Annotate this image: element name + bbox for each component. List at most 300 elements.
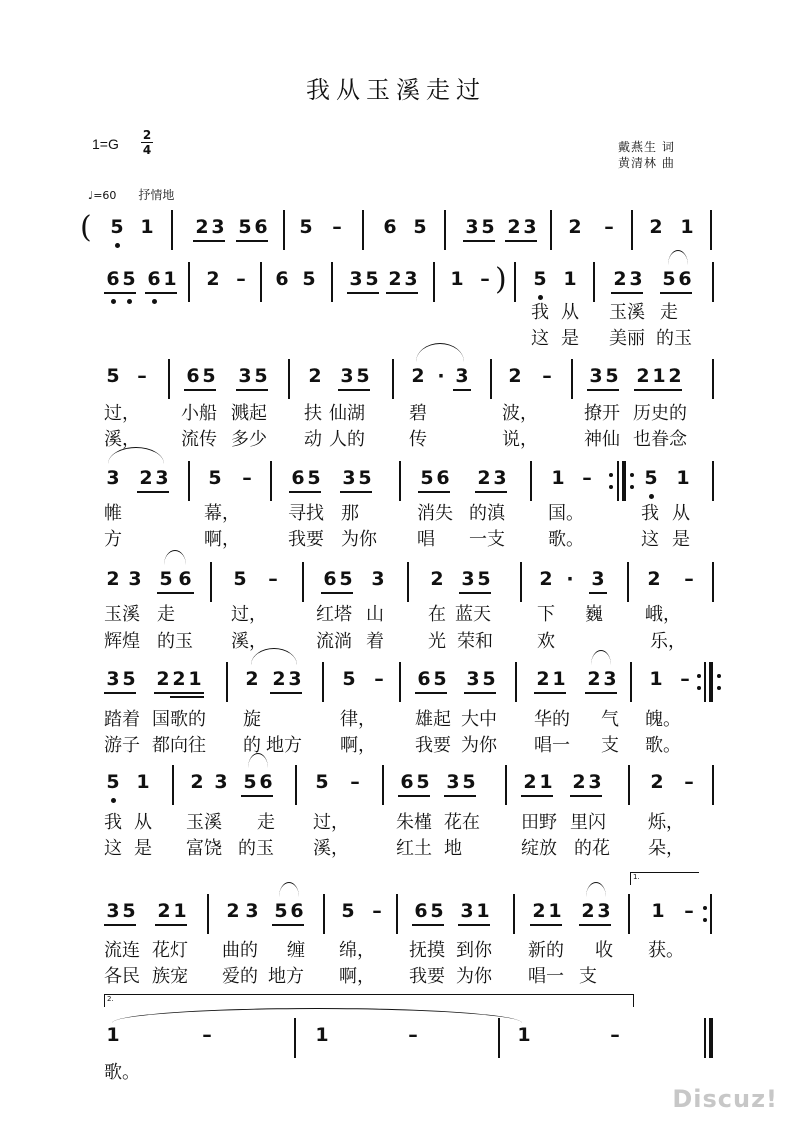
note: 3 xyxy=(588,771,602,793)
lyric: 唱一 xyxy=(528,966,564,987)
note: 5 xyxy=(342,668,356,690)
lyric: 支 xyxy=(601,735,619,756)
barline xyxy=(520,562,522,602)
note: 6 xyxy=(383,216,397,238)
note: 5 xyxy=(339,568,353,590)
lyric: 乐， xyxy=(650,631,686,652)
note: 2 xyxy=(411,365,425,387)
lyric: 花灯 xyxy=(152,940,188,961)
lyric: 气 xyxy=(601,709,619,730)
note: 5 xyxy=(341,900,355,922)
beam xyxy=(104,924,136,926)
note: – xyxy=(350,771,360,793)
note: 1 xyxy=(552,668,566,690)
lyric: 田野 xyxy=(521,812,557,833)
note: 5 xyxy=(299,216,313,238)
note: – xyxy=(684,568,694,590)
beam xyxy=(521,795,553,797)
barline xyxy=(382,765,384,805)
lyric: 富饶 xyxy=(186,838,222,859)
note: 3 xyxy=(214,771,228,793)
barline xyxy=(171,210,173,250)
lyric: 是 xyxy=(561,328,579,349)
note: 2 xyxy=(581,900,595,922)
note: 5 xyxy=(356,365,370,387)
barline xyxy=(530,461,532,501)
note: 1 xyxy=(563,268,577,290)
lyric: 爱的 xyxy=(222,966,258,987)
volta-2: 2. xyxy=(104,994,634,1007)
lyric: 的 xyxy=(243,735,261,756)
note: 5 xyxy=(106,365,120,387)
barline xyxy=(168,359,170,399)
lyric: 获。 xyxy=(648,940,684,961)
lyricist: 戴燕生 词 xyxy=(618,140,675,154)
barline xyxy=(407,562,409,602)
beam xyxy=(154,692,204,694)
lyrics-row-9 xyxy=(0,1058,792,1082)
lyrics-row-6-verse-1 xyxy=(0,705,792,729)
barline-thick xyxy=(709,662,713,702)
beam xyxy=(453,389,471,391)
note: 5 xyxy=(159,568,173,590)
note: 5 xyxy=(533,268,547,290)
slur xyxy=(586,882,606,897)
barline xyxy=(712,359,714,399)
lyric: 在 xyxy=(428,604,446,625)
note: 1 xyxy=(476,900,490,922)
note: 3 xyxy=(461,568,475,590)
barline xyxy=(550,210,552,250)
lyric: 这 xyxy=(104,838,122,859)
lyric: 啊， xyxy=(204,529,240,550)
note: – xyxy=(137,365,147,387)
note: 3 xyxy=(589,365,603,387)
barline xyxy=(399,461,401,501)
barline xyxy=(331,262,333,302)
beam xyxy=(155,924,187,926)
lyric: 玉溪 xyxy=(609,302,645,323)
beam xyxy=(505,240,537,242)
note: 3 xyxy=(371,568,385,590)
barline xyxy=(712,562,714,602)
lyric: 我 xyxy=(531,302,549,323)
lyric: 为你 xyxy=(341,529,377,550)
lyric: 曲的 xyxy=(222,940,258,961)
lyric: 过， xyxy=(104,403,140,424)
note: 6 xyxy=(400,771,414,793)
note: 2 xyxy=(245,668,259,690)
lyric: 碧 xyxy=(409,403,427,424)
note: 5 xyxy=(481,216,495,238)
note: 3 xyxy=(238,365,252,387)
note: 5 xyxy=(477,568,491,590)
beam xyxy=(137,491,169,493)
slur xyxy=(279,882,299,897)
beam xyxy=(193,240,225,242)
beam xyxy=(579,924,611,926)
lyric: 是 xyxy=(672,529,690,550)
lyric: 为你 xyxy=(461,735,497,756)
lyric: 走 xyxy=(257,812,275,833)
slur xyxy=(164,550,186,565)
lyric: 里闪 xyxy=(570,812,606,833)
score-row-5 xyxy=(0,562,792,602)
lyrics-row-5-verse-1 xyxy=(0,600,792,624)
lyric: 游子 xyxy=(104,735,140,756)
song-title: 我从玉溪走过 xyxy=(306,76,486,104)
barline xyxy=(498,1018,500,1058)
lyric: 我要 xyxy=(415,735,451,756)
note: – xyxy=(610,1024,620,1046)
barline xyxy=(627,562,629,602)
slur xyxy=(591,650,611,665)
score-row-6 xyxy=(0,662,792,702)
lyric: 溪， xyxy=(231,631,267,652)
score-row-7 xyxy=(0,765,792,805)
note: 2 xyxy=(172,668,186,690)
note: 2 xyxy=(106,568,120,590)
barline xyxy=(270,461,272,501)
note: 5 xyxy=(420,467,434,489)
lyrics-row-7-verse-1 xyxy=(0,808,792,832)
note: – xyxy=(542,365,552,387)
note: 1 xyxy=(136,771,150,793)
note: 5 xyxy=(662,268,676,290)
note: 2 xyxy=(532,900,546,922)
barline xyxy=(628,765,630,805)
tempo-bpm: ♩=60 xyxy=(88,189,117,202)
lyric: 波， xyxy=(502,403,538,424)
lyric: 辉煌 xyxy=(104,631,140,652)
note: 2 xyxy=(587,668,601,690)
lyric: 寻找 xyxy=(288,503,324,524)
note: 2 xyxy=(195,216,209,238)
lyric: 我 xyxy=(104,812,122,833)
lyric: 红塔 xyxy=(316,604,352,625)
note: 5 xyxy=(122,668,136,690)
lyric: 朱槿 xyxy=(396,812,432,833)
lyrics-row-2-verse-1 xyxy=(0,298,792,322)
key-signature: 1=G xyxy=(92,136,119,152)
note: 3 xyxy=(455,365,469,387)
beam xyxy=(418,491,450,493)
barline xyxy=(288,359,290,399)
note: 3 xyxy=(288,668,302,690)
note: 1 xyxy=(173,900,187,922)
lyric: 魄。 xyxy=(645,709,681,730)
beam xyxy=(589,592,607,594)
barline xyxy=(188,262,190,302)
note: 1 xyxy=(163,268,177,290)
lyric: 旋 xyxy=(243,709,261,730)
note: 3 xyxy=(493,467,507,489)
beam xyxy=(184,389,216,391)
lyric: 从 xyxy=(672,503,690,524)
barline xyxy=(505,765,507,805)
lyric: 也眷念 xyxy=(633,429,687,450)
note: 2 xyxy=(388,268,402,290)
lyric: 啊， xyxy=(339,966,375,987)
lyric: 红土 xyxy=(396,838,432,859)
lyric: 唱 xyxy=(417,529,435,550)
note: 5 xyxy=(413,216,427,238)
lyric: 仙湖 xyxy=(329,403,365,424)
lyric: 花在 xyxy=(444,812,480,833)
note: 2 xyxy=(190,771,204,793)
note: 5 xyxy=(302,268,316,290)
barline xyxy=(283,210,285,250)
note: 5 xyxy=(605,365,619,387)
note: 5 xyxy=(433,668,447,690)
lyric: 帷 xyxy=(104,503,122,524)
lyric: 歌。 xyxy=(548,529,584,550)
note: 6 xyxy=(291,467,305,489)
beam xyxy=(398,795,430,797)
beam xyxy=(415,692,447,694)
note: 3 xyxy=(155,467,169,489)
beam xyxy=(145,292,177,294)
lyric: 歌。 xyxy=(104,1062,140,1083)
volta-1: 1. xyxy=(630,872,699,885)
note: 1 xyxy=(450,268,464,290)
beam xyxy=(530,924,562,926)
lyric: 山 xyxy=(366,604,384,625)
barline xyxy=(188,461,190,501)
lyric: 华的 xyxy=(534,709,570,730)
barline xyxy=(226,662,228,702)
lyric: 美丽 xyxy=(609,328,645,349)
note: 6 xyxy=(106,268,120,290)
note: 1 xyxy=(649,668,663,690)
lyric: 大中 xyxy=(461,709,497,730)
note: 1 xyxy=(651,900,665,922)
note: – xyxy=(680,668,690,690)
note: – xyxy=(242,467,252,489)
note: – xyxy=(408,1024,418,1046)
lyric: 撩开 xyxy=(584,403,620,424)
barline xyxy=(362,210,364,250)
beam xyxy=(570,795,602,797)
beam xyxy=(634,389,682,391)
barline xyxy=(295,765,297,805)
note: 5 xyxy=(110,216,124,238)
note: – xyxy=(684,900,694,922)
note: 5 xyxy=(644,467,658,489)
lyric: 绵， xyxy=(339,940,375,961)
note: 1 xyxy=(548,900,562,922)
lyric: 历史的 xyxy=(633,403,687,424)
note: 5 xyxy=(122,900,136,922)
barline xyxy=(712,765,714,805)
lyric: 律， xyxy=(340,709,376,730)
lyric: 雄起 xyxy=(415,709,451,730)
beam xyxy=(660,292,692,294)
note: 6 xyxy=(186,365,200,387)
lyric: 是 xyxy=(134,838,152,859)
lyric: 我 xyxy=(641,503,659,524)
note: 6 xyxy=(147,268,161,290)
note: 5 xyxy=(430,900,444,922)
barline-thick xyxy=(622,461,626,501)
watermark-logo: Discuz! xyxy=(672,1085,778,1113)
lyrics-row-8-verse-2 xyxy=(0,962,792,986)
lyric: 峨， xyxy=(645,604,681,625)
barline xyxy=(571,359,573,399)
note: 2 xyxy=(308,365,322,387)
barline xyxy=(628,894,630,934)
note: 3 xyxy=(465,216,479,238)
lyric: 人的 xyxy=(329,429,365,450)
note: 3 xyxy=(404,268,418,290)
note: 5 xyxy=(233,568,247,590)
barline xyxy=(260,262,262,302)
beam xyxy=(236,240,268,242)
beam xyxy=(444,795,476,797)
note: 2 xyxy=(523,771,537,793)
lyric: 朵， xyxy=(648,838,684,859)
lyric: 巍 xyxy=(585,604,603,625)
lyrics-row-5-verse-2 xyxy=(0,627,792,651)
note: 5 xyxy=(482,668,496,690)
lyric: 收 xyxy=(595,940,613,961)
barline xyxy=(490,359,492,399)
lyric: 溅起 xyxy=(231,403,267,424)
slur xyxy=(248,753,268,768)
lyric: 流连 xyxy=(104,940,140,961)
lyric: 的玉 xyxy=(238,838,274,859)
note: 2 xyxy=(613,268,627,290)
note: 3 xyxy=(106,467,120,489)
lyric: 这 xyxy=(531,328,549,349)
note: 2 xyxy=(636,365,650,387)
lyric: 新的 xyxy=(528,940,564,961)
barline xyxy=(210,562,212,602)
note: 2 xyxy=(157,900,171,922)
beam xyxy=(458,924,490,926)
note: 5 xyxy=(208,467,222,489)
beam xyxy=(464,692,496,694)
note: – xyxy=(684,771,694,793)
lyric: 我要 xyxy=(409,966,445,987)
note: 2 xyxy=(568,216,582,238)
barline xyxy=(322,662,324,702)
score-row-2 xyxy=(0,262,792,302)
expression-mark: 抒情地 xyxy=(138,188,175,202)
barline xyxy=(207,894,209,934)
lyrics-row-2-verse-2 xyxy=(0,324,792,348)
barline xyxy=(294,1018,296,1058)
note: 5 xyxy=(274,900,288,922)
composer: 黄清林 曲 xyxy=(618,156,675,170)
note: 5 xyxy=(202,365,216,387)
lyric: 玉溪 xyxy=(186,812,222,833)
beam xyxy=(104,692,136,694)
note: – xyxy=(480,268,490,290)
note: 5 xyxy=(358,467,372,489)
note: · xyxy=(566,568,574,590)
barline xyxy=(712,262,714,302)
octave-dot xyxy=(115,243,120,248)
barline xyxy=(515,662,517,702)
lyric: 幕， xyxy=(204,503,240,524)
lyric: 绽放 xyxy=(521,838,557,859)
lyric: 族宠 xyxy=(152,966,188,987)
note: 1 xyxy=(676,467,690,489)
beam xyxy=(534,692,566,694)
lyric: 唱一 xyxy=(534,735,570,756)
note: 2 xyxy=(226,900,240,922)
lyric: 地方 xyxy=(266,735,302,756)
note: 1 xyxy=(517,1024,531,1046)
note: 3 xyxy=(603,668,617,690)
lyrics-row-3-verse-1 xyxy=(0,399,792,423)
lyrics-row-6-verse-2 xyxy=(0,731,792,755)
note: 3 xyxy=(629,268,643,290)
note: 5 xyxy=(307,467,321,489)
lyric: 啊， xyxy=(340,735,376,756)
note: 3 xyxy=(106,900,120,922)
note: 2 xyxy=(572,771,586,793)
beam xyxy=(611,292,643,294)
note: – xyxy=(374,668,384,690)
note: · xyxy=(437,365,445,387)
lyric: 一支 xyxy=(469,529,505,550)
barline xyxy=(513,894,515,934)
note: 5 xyxy=(365,268,379,290)
lyric: 的花 xyxy=(574,838,610,859)
note: 6 xyxy=(259,771,273,793)
note: 3 xyxy=(128,568,142,590)
lyric: 地 xyxy=(444,838,462,859)
beam xyxy=(587,389,619,391)
lyric: 缠 xyxy=(287,940,305,961)
slur xyxy=(112,1008,522,1023)
lyric: 小船 xyxy=(181,403,217,424)
lyrics-row-4-verse-2 xyxy=(0,525,792,549)
barline xyxy=(710,210,712,250)
note: 3 xyxy=(460,900,474,922)
barline xyxy=(444,210,446,250)
barline xyxy=(712,461,714,501)
beam xyxy=(270,692,302,694)
barline xyxy=(710,894,712,934)
note: 2 xyxy=(430,568,444,590)
lyrics-row-3-verse-2 xyxy=(0,425,792,449)
lyric: 的玉 xyxy=(656,328,692,349)
note: 6 xyxy=(417,668,431,690)
score-row-9 xyxy=(0,1018,792,1058)
lyric: 溪， xyxy=(313,838,349,859)
barline xyxy=(302,562,304,602)
note: – xyxy=(332,216,342,238)
score-row-8 xyxy=(0,894,792,934)
lyric: 歌。 xyxy=(645,735,681,756)
lyric: 走 xyxy=(157,604,175,625)
note: – xyxy=(268,568,278,590)
note: 3 xyxy=(342,467,356,489)
lyric: 着 xyxy=(366,631,384,652)
lyric: 踏着 xyxy=(104,709,140,730)
beam xyxy=(412,924,444,926)
lyric: 流传 xyxy=(181,429,217,450)
score-row-4 xyxy=(0,461,792,501)
note: 6 xyxy=(436,467,450,489)
beam xyxy=(475,491,507,493)
lyric: 支 xyxy=(579,966,597,987)
barline xyxy=(704,662,706,702)
note: 2 xyxy=(507,216,521,238)
